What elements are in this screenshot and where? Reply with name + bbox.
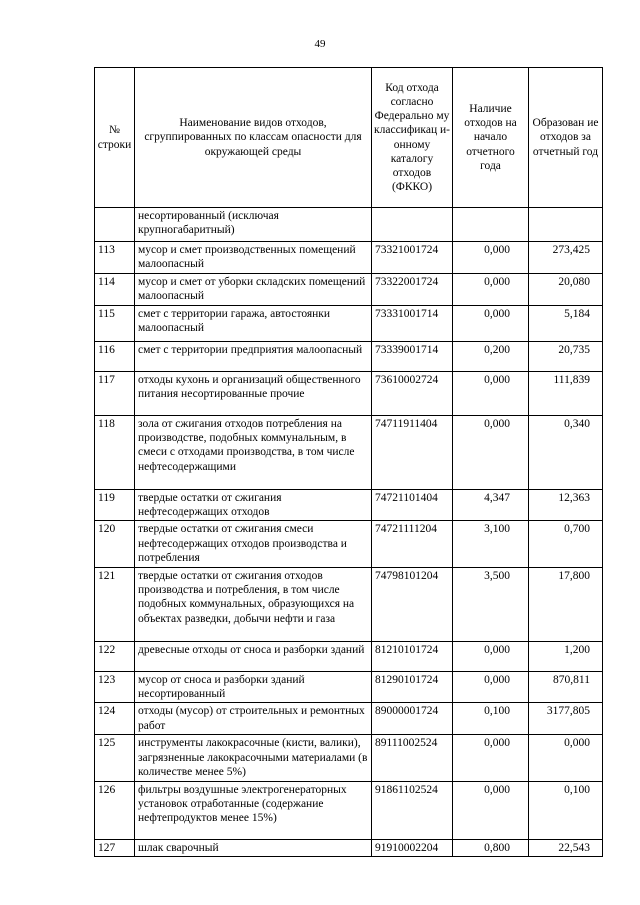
waste-name: шлак сварочный <box>135 839 372 856</box>
start-amount: 0,000 <box>453 671 529 703</box>
row-number: 115 <box>95 305 135 341</box>
fkko-code: 74711911404 <box>372 415 453 489</box>
row-number: 114 <box>95 273 135 305</box>
table-row <box>95 781 603 839</box>
waste-name: инструменты лакокрасочные (кисти, валики), загрязненные лакокрасочными материалами (в количестве менее 5%) <box>135 735 372 781</box>
formed-amount: 111,839 <box>529 371 603 415</box>
table-header-row <box>95 68 603 208</box>
table-row <box>95 242 603 274</box>
fkko-code: 74798101204 <box>372 567 453 641</box>
row-number: 127 <box>95 839 135 856</box>
formed-amount: 12,363 <box>529 489 603 521</box>
waste-name: мусор от сноса и разборки зданий несортированный <box>135 671 372 703</box>
row-number: 125 <box>95 735 135 781</box>
header-fkko-code: Код отхода согласно Федерально му классификац и-онному каталогу отходов (ФККО) <box>372 68 453 208</box>
waste-name: древесные отходы от сноса и разборки зданий <box>135 641 372 671</box>
waste-name: отходы (мусор) от строительных и ремонтных работ <box>135 703 372 735</box>
table-row <box>95 489 603 521</box>
waste-name: твердые остатки от сжигания нефтесодержащих отходов <box>135 489 372 521</box>
waste-name: мусор и смет от уборки складских помещений малоопасный <box>135 273 372 305</box>
table-body <box>95 208 603 857</box>
row-number: 120 <box>95 521 135 567</box>
start-amount: 4,347 <box>453 489 529 521</box>
table-row <box>95 521 603 567</box>
formed-amount: 20,735 <box>529 341 603 371</box>
table-row <box>95 208 603 242</box>
row-number: 119 <box>95 489 135 521</box>
formed-amount: 1,200 <box>529 641 603 671</box>
waste-name: твердые остатки от сжигания отходов производства и потребления, в том числе подобных коммунальных, образующихся на объектах разведки, добычи нефти и газа <box>135 567 372 641</box>
waste-name: зола от сжигания отходов потребления на производстве, подобных коммунальным, в смеси с отходами производства, в том числе нефтесодержащими <box>135 415 372 489</box>
start-amount: 0,000 <box>453 781 529 839</box>
fkko-code: 73322001724 <box>372 273 453 305</box>
fkko-code: 74721101404 <box>372 489 453 521</box>
start-amount: 0,000 <box>453 242 529 274</box>
start-amount: 3,100 <box>453 521 529 567</box>
waste-name: смет с территории гаража, автостоянки малоопасный <box>135 305 372 341</box>
row-number: 123 <box>95 671 135 703</box>
table-row <box>95 735 603 781</box>
row-number: 116 <box>95 341 135 371</box>
row-number <box>95 208 135 242</box>
formed-amount: 17,800 <box>529 567 603 641</box>
fkko-code: 73321001724 <box>372 242 453 274</box>
formed-amount <box>529 208 603 242</box>
fkko-code: 74721111204 <box>372 521 453 567</box>
start-amount <box>453 208 529 242</box>
start-amount: 0,800 <box>453 839 529 856</box>
waste-name: фильтры воздушные электрогенераторных установок отработанные (содержание нефтепродуктов менее 15%) <box>135 781 372 839</box>
fkko-code <box>372 208 453 242</box>
formed-amount: 22,543 <box>529 839 603 856</box>
start-amount: 0,000 <box>453 415 529 489</box>
fkko-code: 73339001714 <box>372 341 453 371</box>
table-row <box>95 305 603 341</box>
table-row <box>95 839 603 856</box>
formed-amount: 0,000 <box>529 735 603 781</box>
formed-amount: 5,184 <box>529 305 603 341</box>
waste-name: твердые остатки от сжигания смеси нефтесодержащих отходов производства и потребления <box>135 521 372 567</box>
fkko-code: 81290101724 <box>372 671 453 703</box>
fkko-code: 89111002524 <box>372 735 453 781</box>
fkko-code: 73331001714 <box>372 305 453 341</box>
formed-amount: 0,700 <box>529 521 603 567</box>
table-row <box>95 641 603 671</box>
table-row <box>95 341 603 371</box>
start-amount: 0,000 <box>453 735 529 781</box>
start-amount: 0,000 <box>453 273 529 305</box>
page-number: 49 <box>314 38 326 50</box>
start-amount: 0,200 <box>453 341 529 371</box>
table-row <box>95 703 603 735</box>
start-amount: 0,000 <box>453 305 529 341</box>
formed-amount: 3177,805 <box>529 703 603 735</box>
start-amount: 0,000 <box>453 641 529 671</box>
table-row <box>95 273 603 305</box>
table-row <box>95 371 603 415</box>
header-waste-name: Наименование видов отходов, сгруппированных по классам опасности для окружающей среды <box>135 68 372 208</box>
formed-amount: 0,340 <box>529 415 603 489</box>
row-number: 124 <box>95 703 135 735</box>
formed-amount: 273,425 <box>529 242 603 274</box>
row-number: 122 <box>95 641 135 671</box>
row-number: 121 <box>95 567 135 641</box>
waste-table <box>94 67 603 857</box>
start-amount: 0,000 <box>453 371 529 415</box>
header-start-amount: Наличие отходов на начало отчетного года <box>453 68 529 208</box>
header-row-number: № строки <box>95 68 135 208</box>
formed-amount: 0,100 <box>529 781 603 839</box>
fkko-code: 89000001724 <box>372 703 453 735</box>
table-row <box>95 567 603 641</box>
waste-name: отходы кухонь и организаций общественного питания несортированные прочие <box>135 371 372 415</box>
header-formed-amount: Образован ие отходов за отчетный год <box>529 68 603 208</box>
waste-name: смет с территории предприятия малоопасный <box>135 341 372 371</box>
row-number: 117 <box>95 371 135 415</box>
fkko-code: 91861102524 <box>372 781 453 839</box>
row-number: 126 <box>95 781 135 839</box>
waste-name: мусор и смет производственных помещений малоопасный <box>135 242 372 274</box>
row-number: 113 <box>95 242 135 274</box>
fkko-code: 73610002724 <box>372 371 453 415</box>
row-number: 118 <box>95 415 135 489</box>
table-row <box>95 671 603 703</box>
start-amount: 3,500 <box>453 567 529 641</box>
waste-name: несортированный (исключая крупногабаритный) <box>135 208 372 242</box>
formed-amount: 20,080 <box>529 273 603 305</box>
fkko-code: 91910002204 <box>372 839 453 856</box>
start-amount: 0,100 <box>453 703 529 735</box>
formed-amount: 870,811 <box>529 671 603 703</box>
fkko-code: 81210101724 <box>372 641 453 671</box>
table-row <box>95 415 603 489</box>
